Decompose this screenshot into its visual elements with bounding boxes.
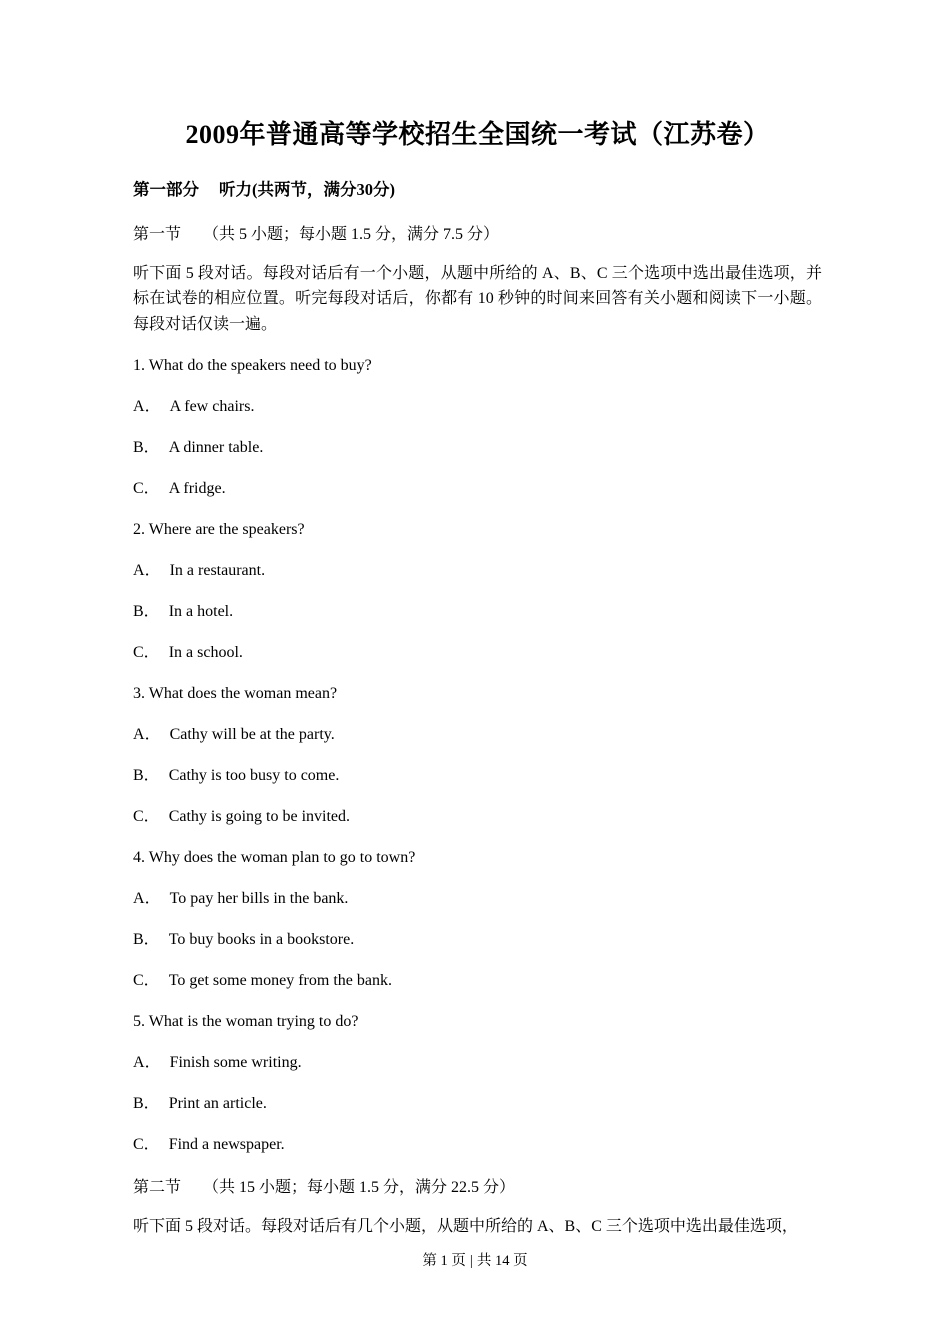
- option-c[interactable]: C． Find a newspaper.: [133, 1133, 822, 1157]
- question-stem: [133, 846, 822, 870]
- question-number: 1.: [133, 357, 145, 375]
- option-text: Cathy is going to be invited.: [168, 808, 351, 826]
- question-stem: [133, 354, 822, 378]
- option-letter: A: [133, 890, 145, 908]
- option-letter: B: [133, 439, 144, 457]
- subsection-two-info: （共 15 小题；每小题 1.5 分，满分 22.5 分）: [203, 1179, 516, 1197]
- option-letter: B: [133, 1095, 144, 1113]
- option-a[interactable]: A． To pay her bills in the bank.: [133, 887, 822, 911]
- option-letter: B: [133, 603, 144, 621]
- option-text: To pay her bills in the bank.: [169, 890, 349, 908]
- option-letter: C: [133, 808, 144, 826]
- question-number: 5.: [133, 1013, 145, 1031]
- option-c[interactable]: C． To get some money from the bank.: [133, 969, 822, 993]
- option-letter: B: [133, 767, 144, 785]
- option-b[interactable]: B． To buy books in a bookstore.: [133, 928, 822, 952]
- option-a[interactable]: A． In a restaurant.: [133, 559, 822, 583]
- option-letter: C: [133, 480, 144, 498]
- subsection-one-info: （共 5 小题；每小题 1.5 分，满分 7.5 分）: [203, 225, 500, 243]
- option-a[interactable]: A． Finish some writing.: [133, 1051, 822, 1075]
- option-c[interactable]: C． In a school.: [133, 641, 822, 665]
- question-stem: [133, 518, 822, 542]
- option-text: Cathy will be at the party.: [169, 726, 335, 744]
- option-text: A fridge.: [168, 480, 226, 498]
- option-b[interactable]: B． In a hotel.: [133, 600, 822, 624]
- instructions-two: 听下面 5 段对话。每段对话后有几个小题，从题中所给的 A、B、C 三个选项中选出最佳选项，: [133, 1218, 798, 1236]
- instructions-one: 听下面 5 段对话。每段对话后有一个小题，从题中所给的 A、B、C 三个选项中选出最佳选项，并标在试卷的相应位置。听完每段对话后，你都有 10 秒钟的时间来回答有关小题和阅读下一小题。每段对话仅读一遍。: [133, 264, 822, 334]
- footer-current-page: 第 1 页: [422, 1253, 466, 1269]
- option-letter: A: [133, 398, 145, 416]
- option-b[interactable]: B． Cathy is too busy to come.: [133, 764, 822, 788]
- section-part-label: 第一部分: [133, 179, 199, 199]
- option-text: A dinner table.: [168, 439, 264, 457]
- option-letter: C: [133, 972, 144, 990]
- option-c[interactable]: C． A fridge.: [133, 477, 822, 501]
- question-stem: [133, 1010, 822, 1034]
- question-number: 2.: [133, 521, 145, 539]
- page-title: 2009年普通高等学校招生全国统一考试（江苏卷）: [185, 120, 770, 149]
- option-a[interactable]: A． Cathy will be at the party.: [133, 723, 822, 747]
- section-name-label: 听力(共两节，满分30分): [219, 179, 395, 199]
- question-text: What does the woman mean?: [148, 685, 338, 703]
- option-a[interactable]: A． A few chairs.: [133, 395, 822, 419]
- question-text: What is the woman trying to do?: [148, 1013, 359, 1031]
- option-letter: B: [133, 931, 144, 949]
- option-text: Cathy is too busy to come.: [168, 767, 340, 785]
- option-letter: A: [133, 1054, 145, 1072]
- subsection-one-label: 第一节: [133, 225, 182, 243]
- section-heading: [133, 178, 822, 203]
- subsection-one-heading: [133, 221, 822, 244]
- question-text: What do the speakers need to buy?: [148, 357, 372, 375]
- page-footer: [0, 1249, 950, 1270]
- question-stem: [133, 682, 822, 706]
- subsection-two-label: 第二节: [133, 1179, 182, 1197]
- subsection-two-heading: [133, 1174, 822, 1197]
- option-letter: C: [133, 1136, 144, 1154]
- option-text: In a school.: [168, 644, 243, 662]
- option-b[interactable]: B． Print an article.: [133, 1092, 822, 1116]
- option-text: Find a newspaper.: [168, 1136, 285, 1154]
- option-text: Finish some writing.: [169, 1054, 302, 1072]
- question-text: Where are the speakers?: [148, 521, 305, 539]
- option-text: In a hotel.: [168, 603, 234, 621]
- question-text: Why does the woman plan to go to town?: [148, 849, 416, 867]
- option-text: In a restaurant.: [169, 562, 266, 580]
- option-text: To buy books in a bookstore.: [168, 931, 355, 949]
- question-number: 3.: [133, 685, 145, 703]
- option-text: A few chairs.: [169, 398, 255, 416]
- question-number: 4.: [133, 849, 145, 867]
- option-text: To get some money from the bank.: [168, 972, 392, 990]
- option-c[interactable]: C． Cathy is going to be invited.: [133, 805, 822, 829]
- option-text: Print an article.: [168, 1095, 267, 1113]
- option-letter: C: [133, 644, 144, 662]
- footer-separator: |: [469, 1253, 473, 1269]
- footer-total-pages: 共 14 页: [476, 1253, 528, 1269]
- option-letter: A: [133, 726, 145, 744]
- option-letter: A: [133, 562, 145, 580]
- option-b[interactable]: B． A dinner table.: [133, 436, 822, 460]
